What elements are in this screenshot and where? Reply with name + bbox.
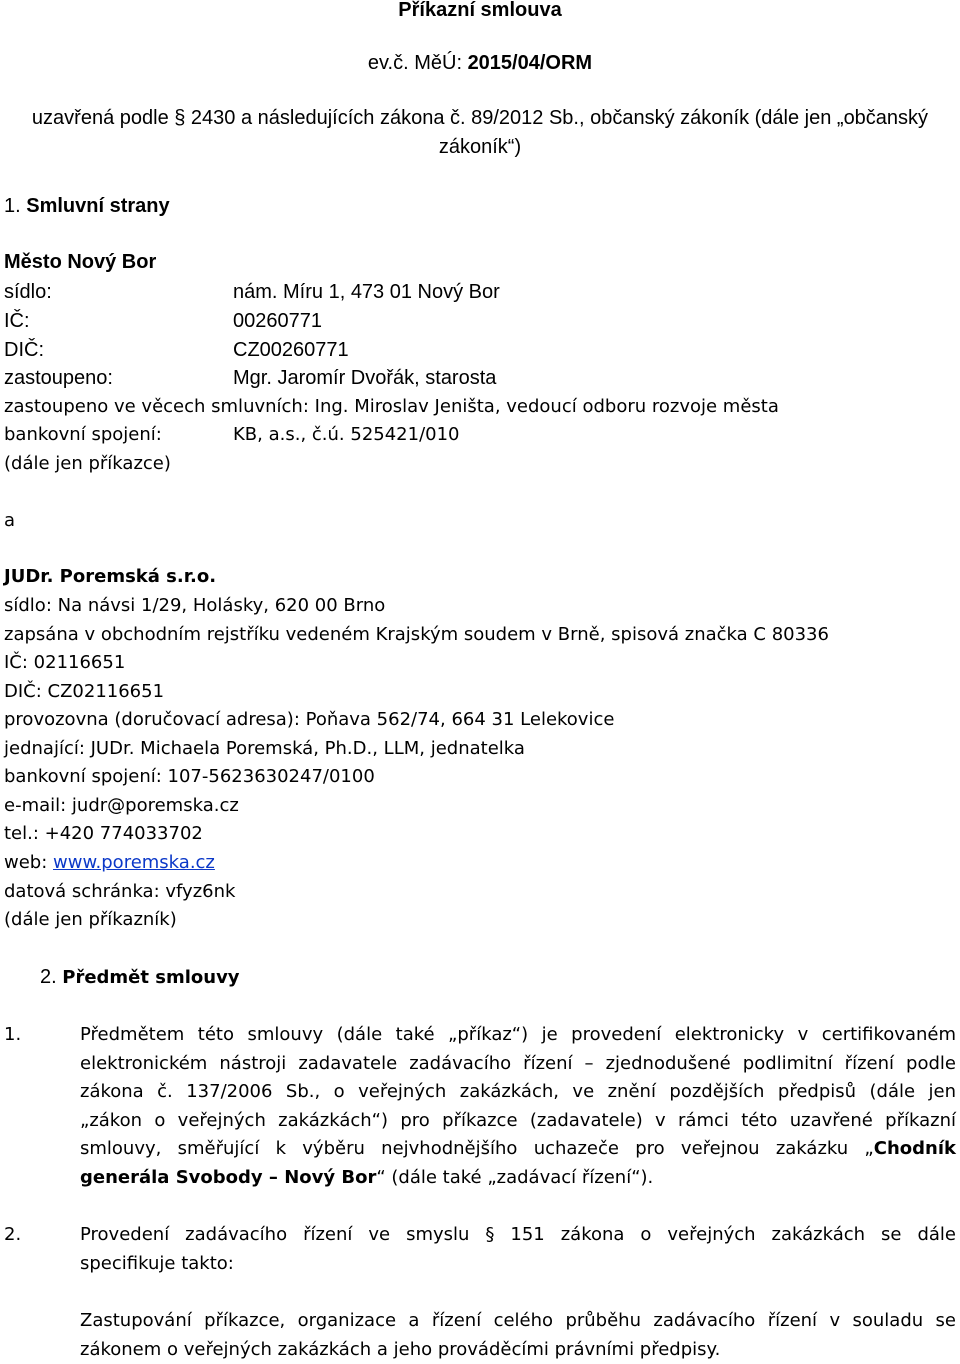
section-1-heading [4,194,170,218]
client-dic-value: CZ00260771 [233,339,349,361]
client-contract-rep-label: zastoupeno ve věcech smluvních: [4,396,309,417]
section-2-heading [40,965,240,990]
client-bank-value: KB, a.s., č.ú. 525421/010 [233,424,460,445]
client-alias: (dále jen příkazce) [4,453,171,474]
agent-dic: DIČ: CZ02116651 [4,681,165,702]
paragraph-1-line-5 [80,1137,956,1161]
section-1-number: 1. [4,195,21,217]
client-seat-value: nám. Míru 1, 473 01 Nový Bor [233,281,500,303]
paragraph-1-line-3: zákona č. 137/2006 Sb., o veřejných zakázkách, ve znění pozdějších předpisů (dále jen [80,1081,956,1102]
paragraph-1-line-5-text: smlouvy, směřující k výběru nejvhodnějšího uchazeče pro veřejnou zakázku „ [80,1138,874,1159]
agent-alias: (dále jen příkazník) [4,909,177,930]
paragraph-2-sub-line-1: Zastupování příkazce, organizace a řízení celého průběhu zadávacího řízení v souladu se [80,1310,956,1331]
paragraph-1-line-1: Předmětem této smlouvy (dále také „příkaz“) je provedení elektronicky v certifikovaném [80,1024,956,1045]
agent-bank: bankovní spojení: 107-5623630247/0100 [4,766,375,787]
concluded-line-1: uzavřená podle § 2430 a následujících zákona č. 89/2012 Sb., občanský zákoník (dále jen „občanský [31,107,929,129]
client-bank-label: bankovní spojení: [4,424,162,445]
reference-prefix: ev.č. MěÚ: [367,52,468,74]
agent-web-link[interactable]: www.poremska.cz [53,852,215,873]
agent-databox: datová schránka: vfyz6nk [4,881,236,902]
paragraph-1-number: 1. [4,1024,22,1045]
paragraph-2-number: 2. [4,1224,22,1245]
agent-email: e-mail: judr@poremska.cz [4,795,239,816]
client-ic-label: IČ: [4,310,30,332]
agent-register: zapsána v obchodním rejstříku vedeném Krajským soudem v Brně, spisová značka C 80336 [4,624,829,645]
paragraph-1-line-4: „zákon o veřejných zakázkách“) pro příkazce (zadavatele) v rámci této uzavřené příkazní [80,1110,956,1131]
agent-phone: tel.: +420 774033702 [4,823,203,844]
reference-number [0,51,960,75]
paragraph-1-line-6-text: “ (dále také „zadávací řízení“). [376,1167,654,1188]
agent-web-label: web: [4,852,54,873]
client-representative-value: Mgr. Jaromír Dvořák, starosta [233,367,497,389]
client-seat-label: sídlo: [4,281,52,303]
client-representative-label: zastoupeno: [4,367,113,389]
section-2-number: 2. [40,966,57,988]
paragraph-1-line-2: elektronickém nástroji zadavatele zadávacího řízení – zjednodušené podlimitní řízení podle [80,1053,956,1074]
client-dic-label: DIČ: [4,339,44,361]
section-1-title: Smluvní strany [26,195,170,217]
client-name: Město Nový Bor [4,251,157,273]
paragraph-2-line-1: Provedení zadávacího řízení ve smyslu § 151 zákona o veřejných zakázkách se dále [80,1224,956,1245]
client-contract-rep [4,395,779,419]
conjunction-and: a [4,510,16,531]
client-ic-value: 00260771 [233,310,322,332]
agent-name: JUDr. Poremská s.r.o. [4,566,217,587]
paragraph-2-sub-line-2: zákonem o veřejných zakázkách a jeho prováděcími právními předpisy. [80,1339,721,1360]
document-title: Příkazní smlouva [398,0,562,21]
section-2-title: Předmět smlouvy [62,967,240,988]
agent-seat: sídlo: Na návsi 1/29, Holásky, 620 00 Brno [4,595,386,616]
paragraph-2-line-2: specifikuje takto: [80,1253,234,1274]
concluded-line-2: zákoník“) [438,136,522,158]
agent-branch: provozovna (doručovací adresa): Poňava 562/74, 664 31 Lelekovice [4,709,615,730]
reference-value: 2015/04/ORM [467,52,593,74]
paragraph-1-line-6 [80,1166,653,1190]
project-name-part-2: generála Svobody – Nový Bor [80,1167,377,1188]
project-name-part-1: Chodník [873,1138,956,1159]
agent-acting: jednající: JUDr. Michaela Poremská, Ph.D., LLM, jednatelka [4,738,525,759]
client-contract-rep-value: Ing. Miroslav Jeništa, vedoucí odboru rozvoje města [314,396,779,417]
agent-ic: IČ: 02116651 [4,652,126,673]
agent-web [4,851,215,875]
